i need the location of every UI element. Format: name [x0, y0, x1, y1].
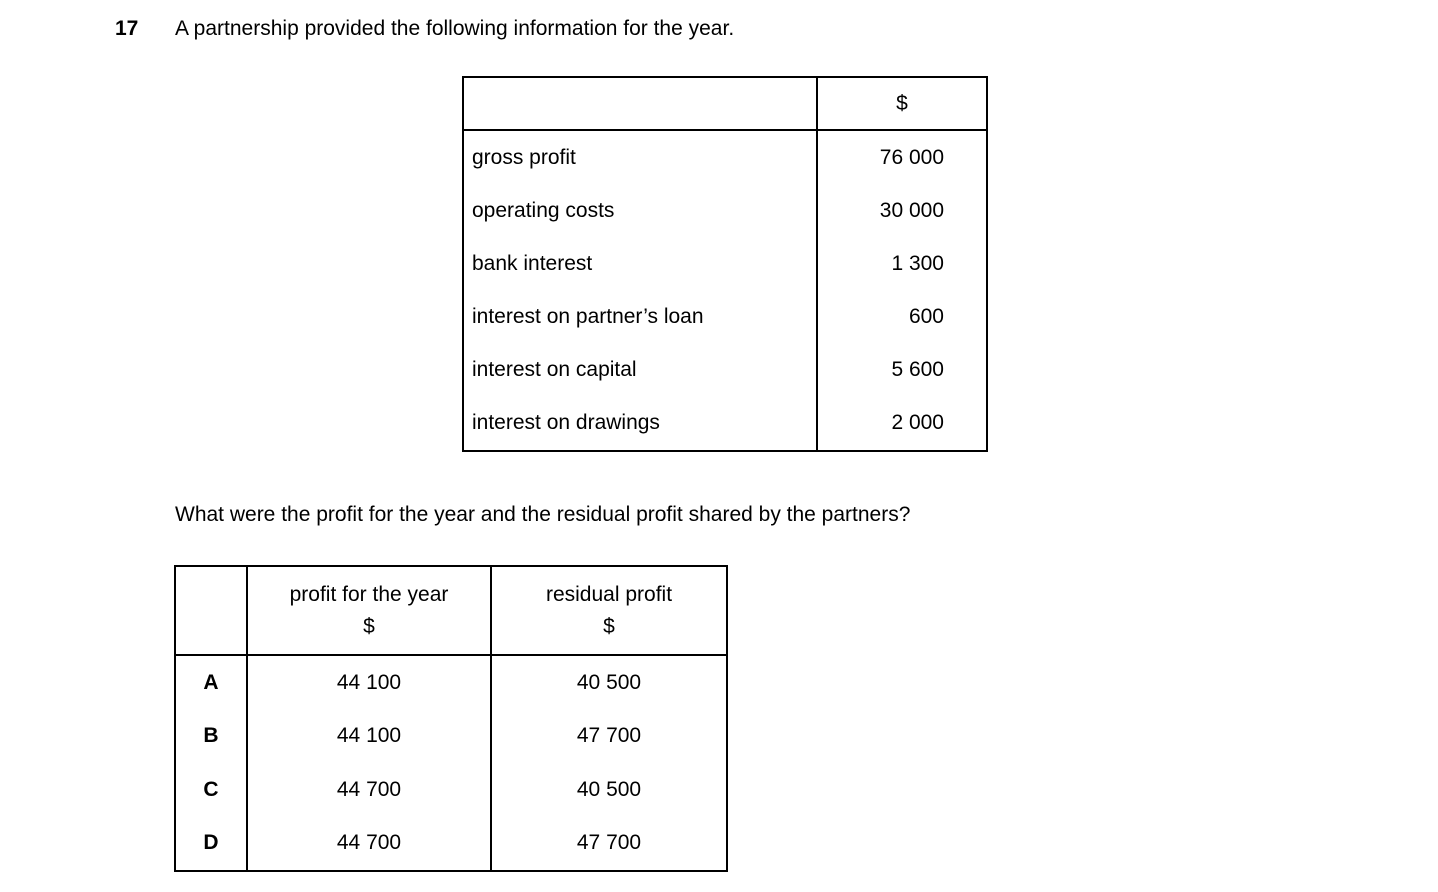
options-header-profit-label: profit for the year	[289, 582, 449, 606]
info-row-label: gross profit	[472, 145, 576, 169]
info-row-value: 76 000	[816, 131, 986, 184]
option-profit-value: 44 700	[246, 817, 490, 871]
info-row-label: operating costs	[472, 198, 615, 222]
option-letter: A	[203, 670, 219, 694]
option-profit-value: 44 100	[246, 710, 490, 764]
options-table	[174, 565, 728, 872]
info-row-label: interest on partner’s loan	[472, 305, 704, 329]
options-header-empty-cell	[176, 567, 246, 656]
info-table-header-empty-cell	[464, 78, 816, 131]
info-table	[462, 76, 988, 452]
options-header-profit-currency: $	[363, 614, 375, 638]
option-letter: D	[203, 831, 219, 855]
options-header-residual-currency: $	[603, 614, 615, 638]
info-row-label: interest on capital	[472, 358, 637, 382]
info-row-label: bank interest	[472, 251, 593, 275]
info-row-value: 1 300	[816, 237, 986, 290]
option-profit-value: 44 700	[246, 763, 490, 817]
option-letter: C	[203, 777, 219, 801]
option-profit-value: 44 100	[246, 656, 490, 710]
options-header-profit-column	[246, 567, 490, 656]
info-row-value: 30 000	[816, 184, 986, 237]
option-letter: B	[203, 724, 219, 748]
info-row-value: 2 000	[816, 397, 986, 450]
question-number: 17	[115, 17, 139, 40]
option-residual-value: 47 700	[490, 817, 726, 871]
info-row-label: interest on drawings	[472, 411, 660, 435]
info-table-currency-header: $	[816, 78, 986, 131]
question-intro-text: A partnership provided the following information for the year.	[175, 17, 735, 40]
options-header-residual-column	[490, 567, 726, 656]
info-row-value: 5 600	[816, 344, 986, 397]
option-residual-value: 40 500	[490, 763, 726, 817]
options-header-residual-label: residual profit	[545, 582, 673, 606]
option-residual-value: 47 700	[490, 710, 726, 764]
option-residual-value: 40 500	[490, 656, 726, 710]
info-row-value: 600	[816, 291, 986, 344]
question-prompt-text: What were the profit for the year and the residual profit shared by the partners?	[175, 503, 911, 526]
